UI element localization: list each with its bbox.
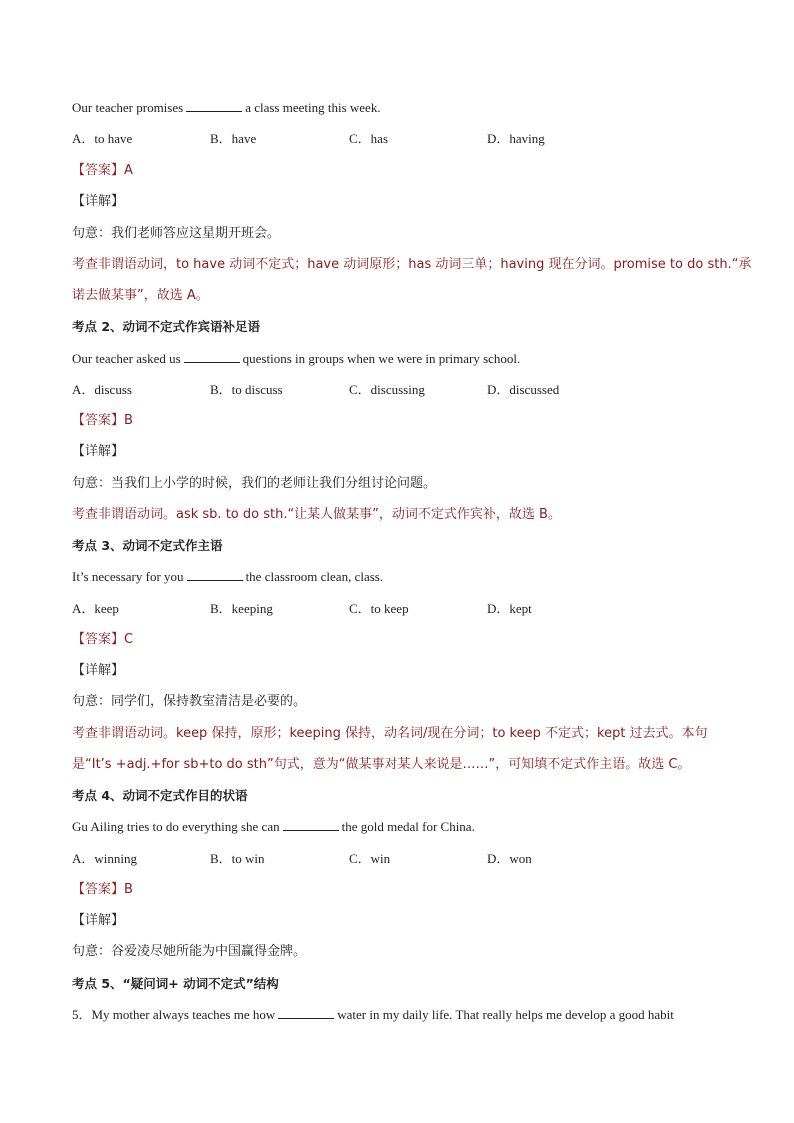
option-c: C．to keep: [349, 601, 409, 616]
question-2-stem: [72, 349, 520, 369]
sentence-meaning: 句意：同学们，保持教室清洁是必要的。: [72, 694, 307, 709]
stem-text: 5．My mother always teaches me how: [72, 1007, 276, 1022]
question-4-options: [72, 849, 722, 869]
analysis-text: 是“It’s +adj.+for sb+to do sth”句式，意为“做某事对某人来说是……”，可知填不定式作主语。故选 C。: [72, 757, 691, 772]
stem-text: Our teacher promises: [72, 100, 184, 115]
analysis-text: 考查非谓语动词，to have 动词不定式；have 动词原形；has 动词三单；having 现在分词。promise to do sth.“承: [72, 257, 752, 272]
option-b: B．to win: [210, 851, 265, 866]
answer-blank: [184, 350, 240, 363]
option-a: A．keep: [72, 601, 119, 616]
option-a: A．to have: [72, 131, 133, 146]
option-a: A．discuss: [72, 382, 132, 397]
stem-text: the classroom clean, class.: [245, 569, 384, 584]
answer-label: 【答案】B: [72, 413, 133, 428]
detail-label: 【详解】: [72, 663, 125, 678]
question-1-stem: [72, 98, 381, 118]
option-b: B．to discuss: [210, 382, 283, 397]
answer-blank: [278, 1006, 334, 1019]
question-3-stem: [72, 567, 383, 587]
option-c: C．discussing: [349, 382, 425, 397]
section-heading: 考点 2、动词不定式作宾语补足语: [72, 319, 261, 334]
sentence-meaning: 句意：我们老师答应这星期开班会。: [72, 226, 281, 241]
section-heading: 考点 4、动词不定式作目的状语: [72, 788, 248, 803]
option-a: A．winning: [72, 851, 138, 866]
sentence-meaning: 句意：谷爱凌尽她所能为中国赢得金牌。: [72, 944, 307, 959]
answer-label: 【答案】C: [72, 632, 134, 647]
stem-text: water in my daily life. That really helps me develop a good habit: [337, 1007, 674, 1022]
question-4-stem: [72, 817, 475, 837]
detail-label: 【详解】: [72, 444, 125, 459]
stem-text: a class meeting this week.: [245, 100, 381, 115]
stem-text: questions in groups when we were in primary school.: [242, 351, 521, 366]
detail-label: 【详解】: [72, 194, 125, 209]
stem-text: Our teacher asked us: [72, 351, 181, 366]
answer-blank: [186, 99, 242, 112]
option-c: C．win: [349, 851, 391, 866]
section-heading: 考点 5、“疑问词+ 动词不定式”结构: [72, 976, 279, 991]
sentence-meaning: 句意：当我们上小学的时候，我们的老师让我们分组讨论问题。: [72, 476, 437, 491]
section-heading: 考点 3、动词不定式作主语: [72, 538, 223, 553]
stem-text: It’s necessary for you: [72, 569, 184, 584]
analysis-text: 考查非谓语动词。ask sb. to do sth.“让某人做某事”，动词不定式作宾补，故选 B。: [72, 507, 561, 522]
option-d: D．discussed: [487, 382, 560, 397]
answer-blank: [283, 818, 339, 831]
answer-blank: [187, 568, 243, 581]
question-3-options: [72, 599, 722, 619]
option-b: B．have: [210, 131, 257, 146]
option-d: D．having: [487, 131, 545, 146]
analysis-text: 诺去做某事”，故选 A。: [72, 288, 209, 303]
question-1-options: [72, 129, 722, 149]
option-b: B．keeping: [210, 601, 273, 616]
option-d: D．kept: [487, 601, 532, 616]
option-d: D．won: [487, 851, 532, 866]
question-5-stem: [72, 1005, 674, 1025]
stem-text: Gu Ailing tries to do everything she can: [72, 819, 280, 834]
detail-label: 【详解】: [72, 913, 125, 928]
answer-label: 【答案】B: [72, 882, 133, 897]
stem-text: the gold medal for China.: [341, 819, 475, 834]
answer-label: 【答案】A: [72, 163, 133, 178]
analysis-text: 考查非谓语动词。keep 保持，原形；keeping 保持，动名词/现在分词；to keep 不定式；kept 过去式。本句: [72, 726, 708, 741]
option-c: C．has: [349, 131, 389, 146]
question-2-options: [72, 380, 722, 400]
